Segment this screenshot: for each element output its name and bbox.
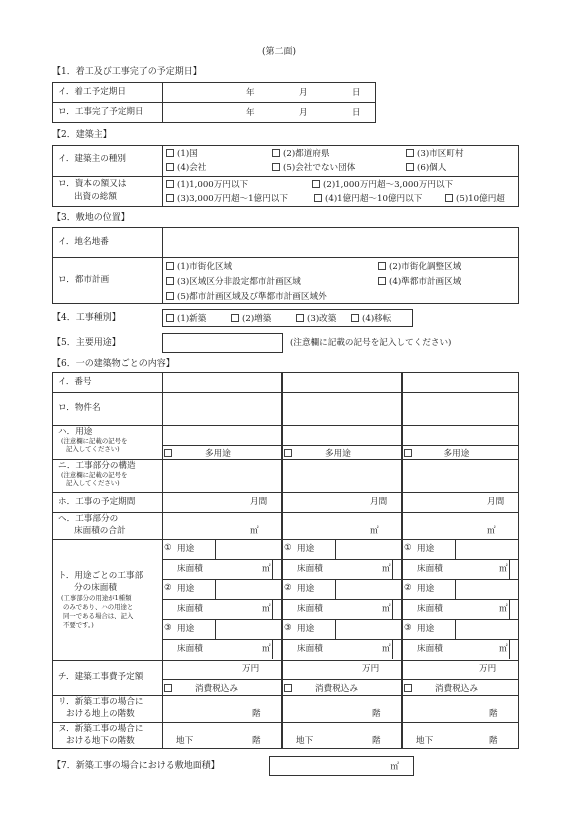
s6-number-label: イ．番号 — [58, 377, 92, 387]
use-label: 用途 — [417, 624, 435, 634]
floor-area-unit: ㎡ — [262, 564, 271, 574]
use-input[interactable] — [336, 620, 400, 638]
capital-option[interactable]: (1)1,000万円以下 — [166, 180, 248, 190]
use-label: 用途 — [297, 624, 315, 634]
total-area-unit: ㎡ — [370, 526, 379, 536]
section-6-title: 【6．一の建築物ごとの内容】 — [52, 359, 175, 369]
above-floors-unit: 階 — [372, 709, 381, 719]
s6-period-label: ホ．工事の予定期間 — [58, 497, 136, 507]
use-input[interactable] — [216, 540, 280, 558]
floor-area-unit: ㎡ — [382, 644, 391, 654]
use-number-marker: ② — [164, 583, 172, 593]
s6-use-label: ハ．用途 — [58, 427, 93, 437]
floor-area-unit: ㎡ — [499, 564, 508, 574]
basement-label: 地下 — [296, 736, 314, 746]
floor-area-label: 床面積 — [177, 564, 203, 574]
page-label: (第二面) — [262, 47, 297, 57]
building-name-input[interactable] — [403, 393, 518, 425]
s3-city-plan-label: ロ．都市計画 — [58, 275, 110, 285]
s1-finish-label: ロ．工事完了予定期日 — [58, 107, 144, 117]
s2-capital-label-1: ロ．資本の額又は — [58, 179, 127, 189]
owner-type-option[interactable]: (1)国 — [166, 149, 198, 159]
floor-area-label: 床面積 — [297, 644, 323, 654]
work-type-option[interactable]: (1)新築 — [166, 314, 206, 324]
s6-area-by-use-note: 同一である場合は、記入 — [63, 612, 134, 620]
above-floors-unit: 階 — [489, 709, 498, 719]
owner-type-option[interactable]: (4)会社 — [166, 163, 206, 173]
start-date-field[interactable]: 年 月 日 — [246, 88, 361, 98]
building-number-input[interactable] — [163, 373, 281, 392]
s2-capital-label-2: 出資の総額 — [74, 192, 117, 202]
use-number-marker: ② — [284, 583, 292, 593]
s6-area-by-use-note: のみであり、ハの用途と — [63, 603, 134, 611]
use-input[interactable] — [216, 580, 280, 598]
site-area-input[interactable] — [269, 756, 414, 776]
use-number-marker: ③ — [404, 623, 412, 633]
use-input[interactable] — [456, 540, 517, 558]
use-number-marker: ③ — [164, 623, 172, 633]
work-type-option[interactable]: (2)増築 — [231, 314, 271, 324]
s6-area-by-use-note: 不要です。) — [63, 621, 94, 629]
building-number-input[interactable] — [283, 373, 401, 392]
city-plan-option[interactable]: (1)市街化区域 — [166, 262, 232, 272]
building-number-input[interactable] — [403, 373, 518, 392]
tax-included-checkbox[interactable]: 消費税込み — [284, 684, 358, 694]
s2-type-label: イ．建築主の種別 — [58, 154, 126, 164]
period-unit: 月間 — [487, 497, 505, 507]
work-type-option[interactable]: (4)移転 — [351, 314, 391, 324]
use-number-marker: ② — [404, 583, 412, 593]
section-2-title: 【2．建築主】 — [52, 130, 112, 140]
multi-use-checkbox[interactable]: 多用途 — [404, 449, 515, 459]
s6-cost-label: チ．建築工事費予定額 — [58, 672, 144, 682]
use-input[interactable] — [336, 580, 400, 598]
section-7-title: 【7．新築工事の場合における敷地面積】 — [52, 761, 220, 771]
use-label: 用途 — [417, 544, 435, 554]
below-floors-unit: 階 — [489, 736, 498, 746]
section-3-title: 【3．敷地の位置】 — [52, 213, 130, 223]
use-number-marker: ① — [404, 543, 412, 553]
city-plan-option[interactable]: (2)市街化調整区域 — [378, 262, 461, 272]
site-area-unit: ㎡ — [390, 762, 399, 772]
section-4-title: 【4．工事種別】 — [52, 313, 121, 323]
tax-included-checkbox[interactable]: 消費税込み — [164, 684, 238, 694]
city-plan-option[interactable]: (3)区域区分非設定都市計画区域 — [166, 277, 301, 287]
floor-area-label: 床面積 — [177, 604, 203, 614]
s6-total-area-label: 床面積の合計 — [74, 526, 126, 536]
s6-above-floors-label: おける地上の階数 — [66, 709, 135, 719]
building-name-input[interactable] — [283, 393, 401, 425]
s6-total-area-label: ヘ．工事部分の — [58, 514, 119, 524]
multi-use-checkbox[interactable]: 多用途 — [164, 449, 278, 459]
owner-type-option[interactable]: (3)市区町村 — [406, 149, 464, 159]
use-label: 用途 — [177, 624, 195, 634]
below-floors-unit: 階 — [372, 736, 381, 746]
s6-above-floors-label: リ．新築工事の場合に — [58, 697, 144, 707]
capital-option[interactable]: (2)1,000万円超～3,000万円以下 — [312, 180, 453, 190]
s1-start-label: イ．着工予定期日 — [58, 87, 126, 97]
s6-area-by-use-note: (工事部分の用途が1種類 — [61, 594, 132, 602]
use-input[interactable] — [216, 620, 280, 638]
floor-area-unit: ㎡ — [262, 604, 271, 614]
floor-area-unit: ㎡ — [382, 604, 391, 614]
floor-area-label: 床面積 — [177, 644, 203, 654]
s6-use-note: (注意欄に記載の記号を — [61, 437, 128, 445]
period-unit: 月間 — [370, 497, 388, 507]
s6-structure-label: ニ．工事部分の構造 — [58, 461, 136, 471]
main-use-input[interactable] — [162, 333, 283, 353]
floor-area-label: 床面積 — [297, 564, 323, 574]
s3-address-label: イ．地名地番 — [58, 237, 109, 247]
s6-structure-note: 記入してください) — [66, 479, 120, 487]
basement-label: 地下 — [416, 736, 434, 746]
section-5-title: 【5．主要用途】 — [52, 338, 121, 348]
above-floors-unit: 階 — [252, 709, 261, 719]
capital-option[interactable]: (3)3,000万円超～1億円以下 — [166, 194, 288, 204]
floor-area-label: 床面積 — [297, 604, 323, 614]
owner-type-option[interactable]: (6)個人 — [406, 163, 446, 173]
use-input[interactable] — [456, 580, 517, 598]
s6-below-floors-label: ヌ．新築工事の場合に — [58, 724, 144, 734]
use-number-marker: ① — [284, 543, 292, 553]
use-label: 用途 — [297, 544, 315, 554]
s6-area-by-use-label: 分の床面積 — [74, 583, 117, 593]
use-number-marker: ③ — [284, 623, 292, 633]
s6-area-by-use-label: ト．用途ごとの工事部 — [58, 571, 144, 581]
capital-option[interactable]: (4)1億円超～10億円以下 — [314, 194, 422, 204]
use-label: 用途 — [177, 544, 195, 554]
tax-included-checkbox[interactable]: 消費税込み — [404, 684, 478, 694]
s6-structure-note: (注意欄に記載の記号を — [61, 471, 128, 479]
floor-area-unit: ㎡ — [382, 564, 391, 574]
floor-area-unit: ㎡ — [262, 644, 271, 654]
use-label: 用途 — [177, 584, 195, 594]
period-unit: 月間 — [250, 497, 268, 507]
multi-use-checkbox[interactable]: 多用途 — [284, 449, 398, 459]
building-name-input[interactable] — [163, 393, 281, 425]
city-plan-option[interactable]: (5)都市計画区域及び準都市計画区域外 — [166, 292, 327, 302]
total-area-unit: ㎡ — [250, 526, 259, 536]
cost-unit: 万円 — [362, 664, 380, 674]
structure-input[interactable] — [403, 460, 518, 492]
cost-unit: 万円 — [242, 664, 260, 674]
floor-area-label: 床面積 — [417, 564, 443, 574]
owner-type-option[interactable]: (5)会社でない団体 — [272, 163, 355, 173]
capital-option[interactable]: (5)10億円超 — [445, 194, 505, 204]
finish-date-field[interactable]: 年 月 日 — [246, 108, 361, 118]
use-label: 用途 — [417, 584, 435, 594]
floor-area-unit: ㎡ — [499, 604, 508, 614]
s6-below-floors-label: おける地下の階数 — [66, 736, 135, 746]
owner-type-option[interactable]: (2)都道府県 — [272, 149, 330, 159]
total-area-unit: ㎡ — [487, 526, 496, 536]
s5-note: (注意欄に記載の記号を記入してください) — [290, 338, 452, 348]
floor-area-unit: ㎡ — [499, 644, 508, 654]
floor-area-label: 床面積 — [417, 644, 443, 654]
cost-unit: 万円 — [479, 664, 497, 674]
work-type-option[interactable]: (3)改築 — [296, 314, 336, 324]
structure-input[interactable] — [163, 460, 281, 492]
s6-use-note: 記入してください) — [66, 445, 120, 453]
structure-input[interactable] — [283, 460, 401, 492]
use-input[interactable] — [336, 540, 400, 558]
s6-name-label: ロ．物件名 — [58, 403, 101, 413]
address-field[interactable] — [163, 228, 518, 257]
use-input[interactable] — [456, 620, 517, 638]
basement-label: 地下 — [176, 736, 194, 746]
use-label: 用途 — [297, 584, 315, 594]
below-floors-unit: 階 — [252, 736, 261, 746]
use-number-marker: ① — [164, 543, 172, 553]
section-1-title: 【1．着工及び工事完了の予定期日】 — [52, 67, 202, 77]
city-plan-option[interactable]: (4)準都市計画区域 — [378, 277, 461, 287]
floor-area-label: 床面積 — [417, 604, 443, 614]
